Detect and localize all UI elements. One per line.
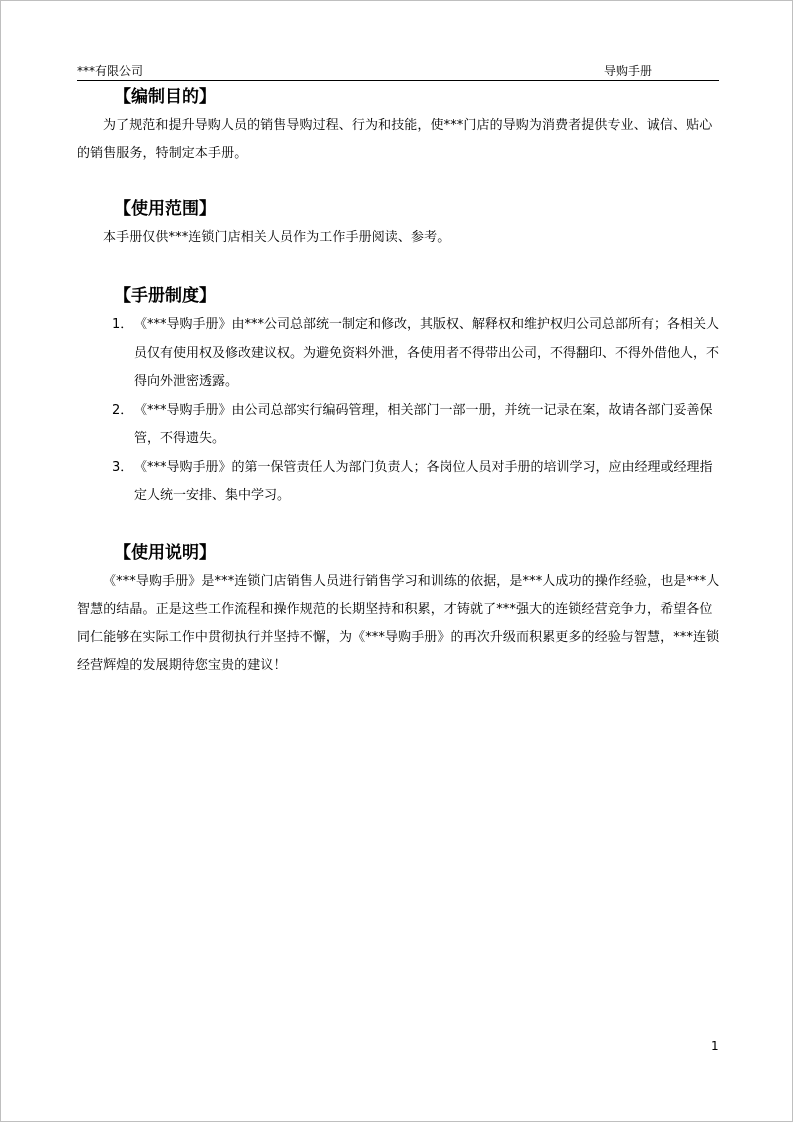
list-item-text: 《***导购手册》由公司总部实行编码管理，相关部门一部一册，并统一记录在案，故请各部门妥善保管，不得遗失。 (134, 402, 713, 446)
document-body (77, 82, 720, 680)
spacer (77, 252, 720, 281)
list-item-number: 3． (112, 459, 134, 475)
section-title-policy: 【手册制度】 (114, 286, 216, 306)
list-item-number: 2． (112, 402, 134, 418)
usage-paragraph: 《***导购手册》是***连锁门店销售人员进行销售学习和训练的依据，是***人成功的操作经验，也是***人智慧的结晶。正是这些工作流程和操作规范的长期坚持和积累，才铸就了***强大的连锁经营竞争力，希望各位同仁能够在实际工作中贯彻执行并坚持不懈，为《***导购手册》的再次升级而积累更多的经验与智慧，***连锁经营辉煌的发展期待您宝贵的建议！ (77, 573, 720, 673)
header-company: ***有限公司 (77, 64, 144, 78)
page-header (77, 60, 719, 81)
list-item-number: 1． (112, 317, 134, 332)
section-title-scope: 【使用范围】 (114, 199, 216, 219)
list-item-text: 《***导购手册》的第一保管责任人为部门负责人；各岗位人员对手册的培训学习，应由经理或经理指定人统一安排、集中学习。 (134, 459, 713, 503)
page-number: 1 (711, 1039, 719, 1053)
section-title-purpose: 【编制目的】 (114, 87, 216, 107)
spacer (77, 168, 720, 194)
section-title-usage: 【使用说明】 (114, 542, 216, 563)
spacer (77, 511, 720, 538)
purpose-paragraph: 为了规范和提升导购人员的销售导购过程、行为和技能，使***门店的导购为消费者提供专业、诚信、贴心的销售服务，特制定本手册。 (77, 118, 713, 161)
list-item-text: 《***导购手册》由***公司总部统一制定和修改，其版权、解释权和维护权归公司总部所有；各相关人员仅有使用权及修改建议权。为避免资料外泄，各使用者不得带出公司，不得翻印、不得外借他人，不得向外泄密透露。 (134, 317, 720, 389)
header-doc-title: 导购手册 (604, 64, 653, 78)
list-item (77, 311, 720, 397)
policy-list (77, 311, 720, 511)
list-item (77, 454, 720, 511)
list-item (77, 397, 720, 454)
scope-paragraph: 本手册仅供***连锁门店相关人员作为工作手册阅读、参考。 (103, 230, 451, 245)
